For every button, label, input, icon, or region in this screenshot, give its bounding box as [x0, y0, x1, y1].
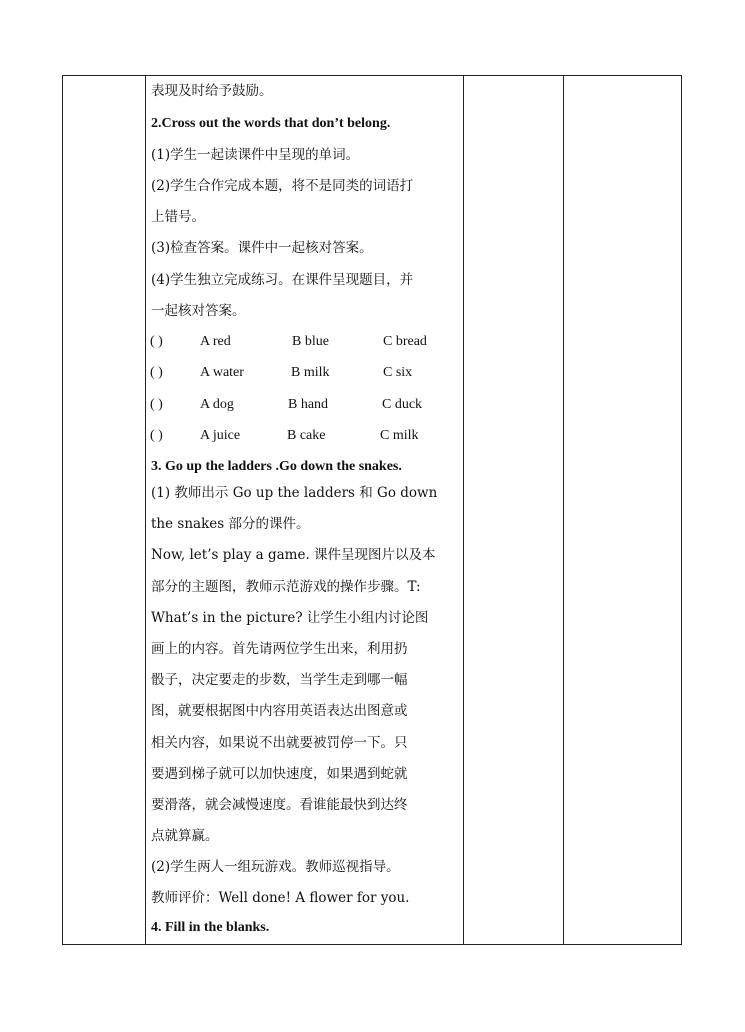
answer-paren: ( ) — [150, 365, 163, 380]
option-b: B hand — [288, 397, 329, 412]
text-line: 部分的主题图，教师示范游戏的操作步骤。T: — [151, 579, 421, 595]
option-c: C milk — [380, 428, 419, 443]
option-a: A juice — [200, 428, 241, 443]
text-line: (2)学生合作完成本题，将不是同类的词语打 — [151, 178, 414, 194]
option-b: B cake — [287, 428, 326, 443]
text-line: the snakes 部分的课件。 — [151, 516, 310, 532]
column-divider-2 — [463, 76, 464, 944]
answer-paren: ( ) — [150, 397, 163, 412]
option-b: B blue — [292, 334, 329, 349]
text-line: (2)学生两人一组玩游戏。教师巡视指导。 — [151, 859, 400, 875]
section-heading-3: 3. Go up the ladders .Go down the snakes. — [151, 459, 402, 474]
option-a: A water — [200, 365, 244, 380]
text-line: (1)学生一起读课件中呈现的单词。 — [151, 147, 360, 163]
section-heading-4: 4. Fill in the blanks. — [151, 920, 270, 935]
option-c: C six — [383, 365, 413, 380]
text-line: 上错号。 — [151, 209, 205, 225]
text-line: 教师评价：Well done! A flower for you. — [151, 890, 410, 906]
text-line: 要滑落，就会减慢速度。看谁能最快到达终 — [151, 797, 408, 813]
text-line: 骰子，决定要走的步数，当学生走到哪一幅 — [151, 672, 408, 688]
text-line: 图，就要根据图中内容用英语表达出图意或 — [151, 703, 408, 719]
section-heading-2: 2.Cross out the words that don’t belong. — [151, 116, 391, 131]
text-line: Now, let’s play a game. 课件呈现图片以及本 — [151, 547, 436, 563]
answer-paren: ( ) — [150, 428, 163, 443]
text-line: (3)检查答案。课件中一起核对答案。 — [151, 240, 373, 256]
option-a: A dog — [200, 397, 234, 412]
option-b: B milk — [291, 365, 330, 380]
answer-paren: ( ) — [150, 334, 163, 349]
text-line: What’s in the picture? 让学生小组内讨论图 — [151, 610, 429, 626]
text-line: 相关内容，如果说不出就要被罚停一下。只 — [151, 735, 408, 751]
column-divider-1 — [145, 76, 146, 944]
text-line: 一起核对答案。 — [151, 303, 246, 319]
option-a: A red — [200, 334, 231, 349]
text-line: 画上的内容。首先请两位学生出来，利用扔 — [151, 641, 408, 657]
text-line: (4)学生独立完成练习。在课件呈现题目，并 — [151, 272, 414, 288]
option-c: C bread — [383, 334, 427, 349]
column-divider-3 — [563, 76, 564, 944]
text-line: 表现及时给予鼓励。 — [151, 83, 273, 99]
text-line: 点就算赢。 — [151, 828, 219, 844]
option-c: C duck — [382, 397, 423, 412]
text-line: (1) 教师出示 Go up the ladders 和 Go down — [151, 485, 438, 501]
text-line: 要遇到梯子就可以加快速度，如果遇到蛇就 — [151, 766, 408, 782]
